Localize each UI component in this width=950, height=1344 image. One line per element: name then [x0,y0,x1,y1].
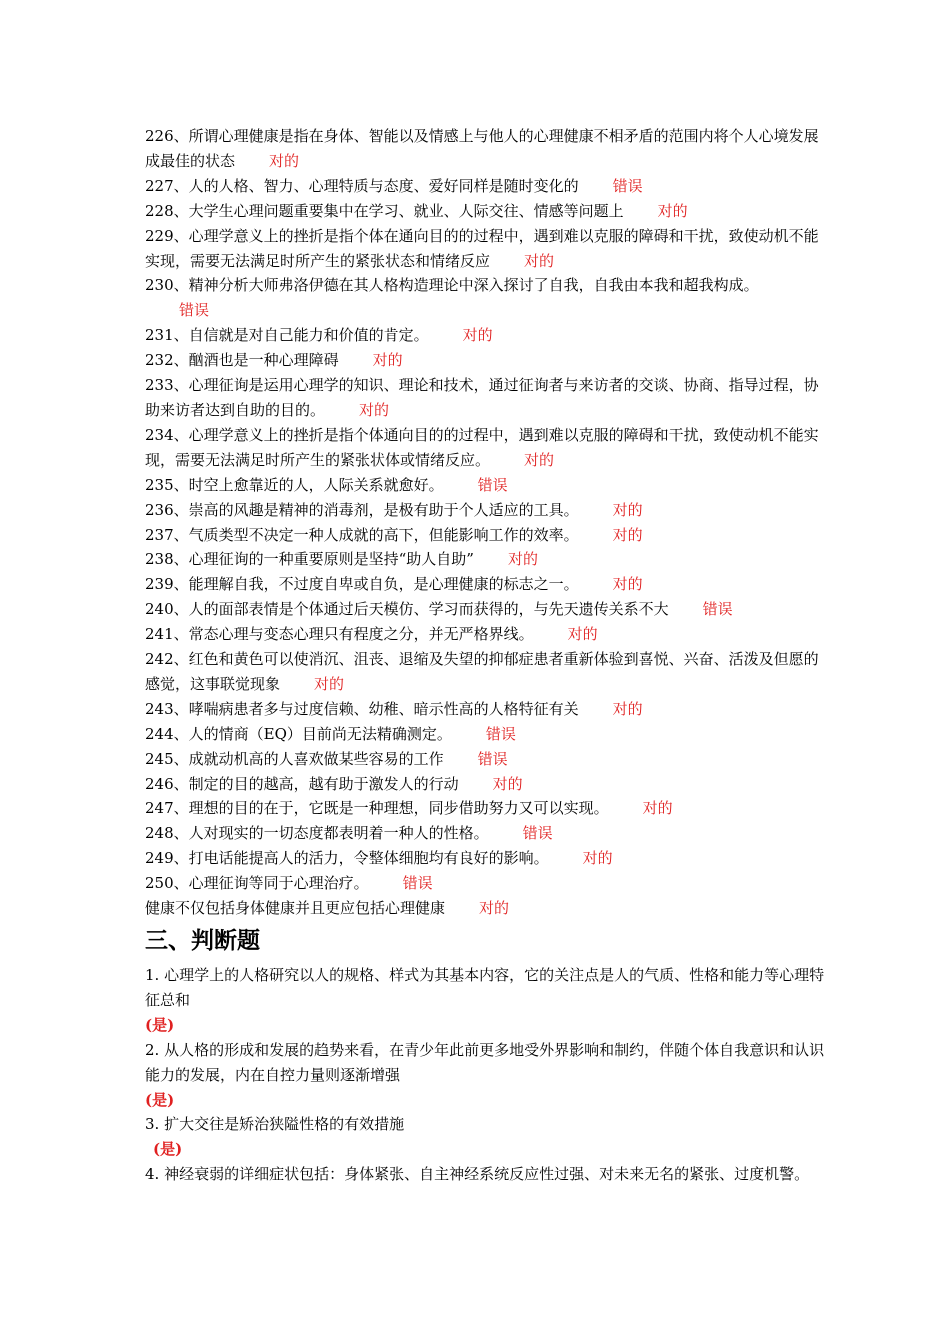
answer-text: 错误 [477,749,508,768]
answer-text: 对的 [612,525,643,544]
question-text: 238、心理征询的一种重要原则是坚持“助人自助” [145,550,474,569]
question-text: 234、心理学意义上的挫折是指个体通向目的的过程中，遇到难以克服的障碍和干扰，致使动机不能实现，需要无法满足时所产生的紧张状体或情绪反应。 [145,425,819,469]
answer-text: 对的 [372,351,403,370]
question-text: 233、心理征询是运用心理学的知识、理论和技术，通过征询者与来访者的交谈、协商、指导过程，协助来访者达到自助的目的。 [145,376,819,419]
list-item [145,1038,825,1113]
question-text: 244、人的情商（EQ）目前尚无法精确测定。 [145,724,452,743]
list-item [145,597,825,622]
list-item [145,224,825,274]
answer-list [145,124,825,921]
answer-text: 错误 [612,176,643,195]
question-text: 237、气质类型不决定一种人成就的高下，但能影响工作的效率。 [145,525,579,544]
list-item [145,722,825,747]
question-text: 2. 从人格的形成和发展的趋势来看，在青少年此前更多地受外界影响和制约，伴随个体自我意识和认识能力的发展，内在自控力量则逐渐增强 [145,1040,825,1084]
question-text: 227、人的人格、智力、心理特质与态度、爱好同样是随时变化的 [145,176,579,195]
answer-text: 错误 [179,301,210,320]
answer-text: 对的 [524,251,555,270]
question-text: 226、所谓心理健康是指在身体、智能以及情感上与他人的心理健康不相矛盾的范围内将个人心境发展成最佳的状态 [145,127,819,170]
question-text: 249、打电话能提高人的活力，令整体细胞均有良好的影响。 [145,849,549,868]
answer-text: 对的 [567,625,598,644]
list-item [145,124,825,174]
answer-text: 对的 [657,201,688,220]
list-item [145,871,825,896]
question-text: 245、成就动机高的人喜欢做某些容易的工作 [145,749,444,768]
question-text: 健康不仅包括身体健康并且更应包括心理健康 [145,899,446,918]
answer-text: 错误 [702,600,733,619]
list-item [145,622,825,647]
list-item [145,963,825,1038]
list-item [145,747,825,772]
list-item [145,547,825,572]
list-item [145,199,825,224]
answer-text: 对的 [359,400,390,419]
answer-text: 对的 [612,500,643,519]
answer-text: 对的 [582,849,613,868]
answer-text: 对的 [314,674,345,693]
answer-text: 对的 [612,699,643,718]
question-text: 241、常态心理与变态心理只有程度之分，并无严格界线。 [145,625,534,644]
question-text: 229、心理学意义上的挫折是指个体在通向目的的过程中，遇到难以克服的障碍和干扰，致使动机不能实现，需要无法满足时所产生的紧张状态和情绪反应 [145,226,819,270]
list-item [145,373,825,423]
answer-text: 对的 [462,326,493,345]
document-page [145,124,825,1187]
answer-text: 对的 [612,575,643,594]
list-item [145,348,825,373]
question-text: 242、红色和黄色可以使消沉、沮丧、退缩及失望的抑郁症患者重新体验到喜悦、兴奋、活泼及但愿的感觉，这事联觉现象 [145,650,819,693]
answer-text: 对的 [507,550,538,569]
answer-text: 错误 [485,724,516,743]
list-item [145,498,825,523]
list-item [145,174,825,199]
list-item [145,796,825,821]
question-text: 230、精神分析大师弗洛伊德在其人格构造理论中深入探讨了自我，自我由本我和超我构成。 [145,276,759,295]
list-item [145,423,825,473]
list-item [145,273,825,323]
list-item [145,896,825,921]
question-text: 4. 神经衰弱的详细症状包括：身体紧张、自主神经系统反应性过强、对未来无名的紧张、过度机警。 [145,1165,810,1184]
answer-text: 对的 [269,151,300,170]
question-text: 3. 扩大交往是矫治狭隘性格的有效措施 [145,1115,405,1134]
list-item [145,846,825,871]
list-item [145,323,825,348]
section-heading: 三、判断题 [145,928,260,954]
list-item [145,821,825,846]
list-item [145,523,825,548]
answer-text: (是) [145,1015,175,1034]
judgment-list [145,963,825,1187]
answer-text: (是) [145,1090,175,1109]
list-item [145,1112,825,1162]
question-text: 247、理想的目的在于，它既是一种理想，同步借助努力又可以实现。 [145,799,609,818]
question-text: 250、心理征询等同于心理治疗。 [145,874,369,893]
question-text: 246、制定的目的越高，越有助于激发人的行动 [145,774,459,793]
question-text: 240、人的面部表情是个体通过后天模仿、学习而获得的，与先天遗传关系不大 [145,600,669,619]
question-text: 243、哮喘病患者多与过度信赖、幼稚、暗示性高的人格特征有关 [145,699,579,718]
list-item [145,772,825,797]
answer-text: 对的 [479,899,510,918]
question-text: 228、大学生心理问题重要集中在学习、就业、人际交往、情感等问题上 [145,201,624,220]
answer-text: 对的 [524,450,555,469]
answer-text: 对的 [642,799,673,818]
question-text: 1. 心理学上的人格研究以人的规格、样式为其基本内容，它的关注点是人的气质、性格和能力等心理特征总和 [145,966,825,1009]
answer-text: 错误 [522,824,553,843]
question-text: 248、人对现实的一切态度都表明着一种人的性格。 [145,824,489,843]
answer-text: (是) [153,1140,183,1159]
question-text: 235、时空上愈靠近的人，人际关系就愈好。 [145,475,444,494]
list-item [145,647,825,697]
question-text: 239、能理解自我，不过度自卑或自负，是心理健康的标志之一。 [145,575,579,594]
answer-text: 错误 [402,874,433,893]
list-item [145,473,825,498]
question-text: 231、自信就是对自己能力和价值的肯定。 [145,326,429,345]
question-text: 236、崇高的风趣是精神的消毒剂，是极有助于个人适应的工具。 [145,500,579,519]
answer-text: 对的 [492,774,523,793]
list-item [145,697,825,722]
list-item [145,1162,825,1187]
answer-text: 错误 [477,475,508,494]
list-item [145,572,825,597]
question-text: 232、酗酒也是一种心理障碍 [145,351,339,370]
